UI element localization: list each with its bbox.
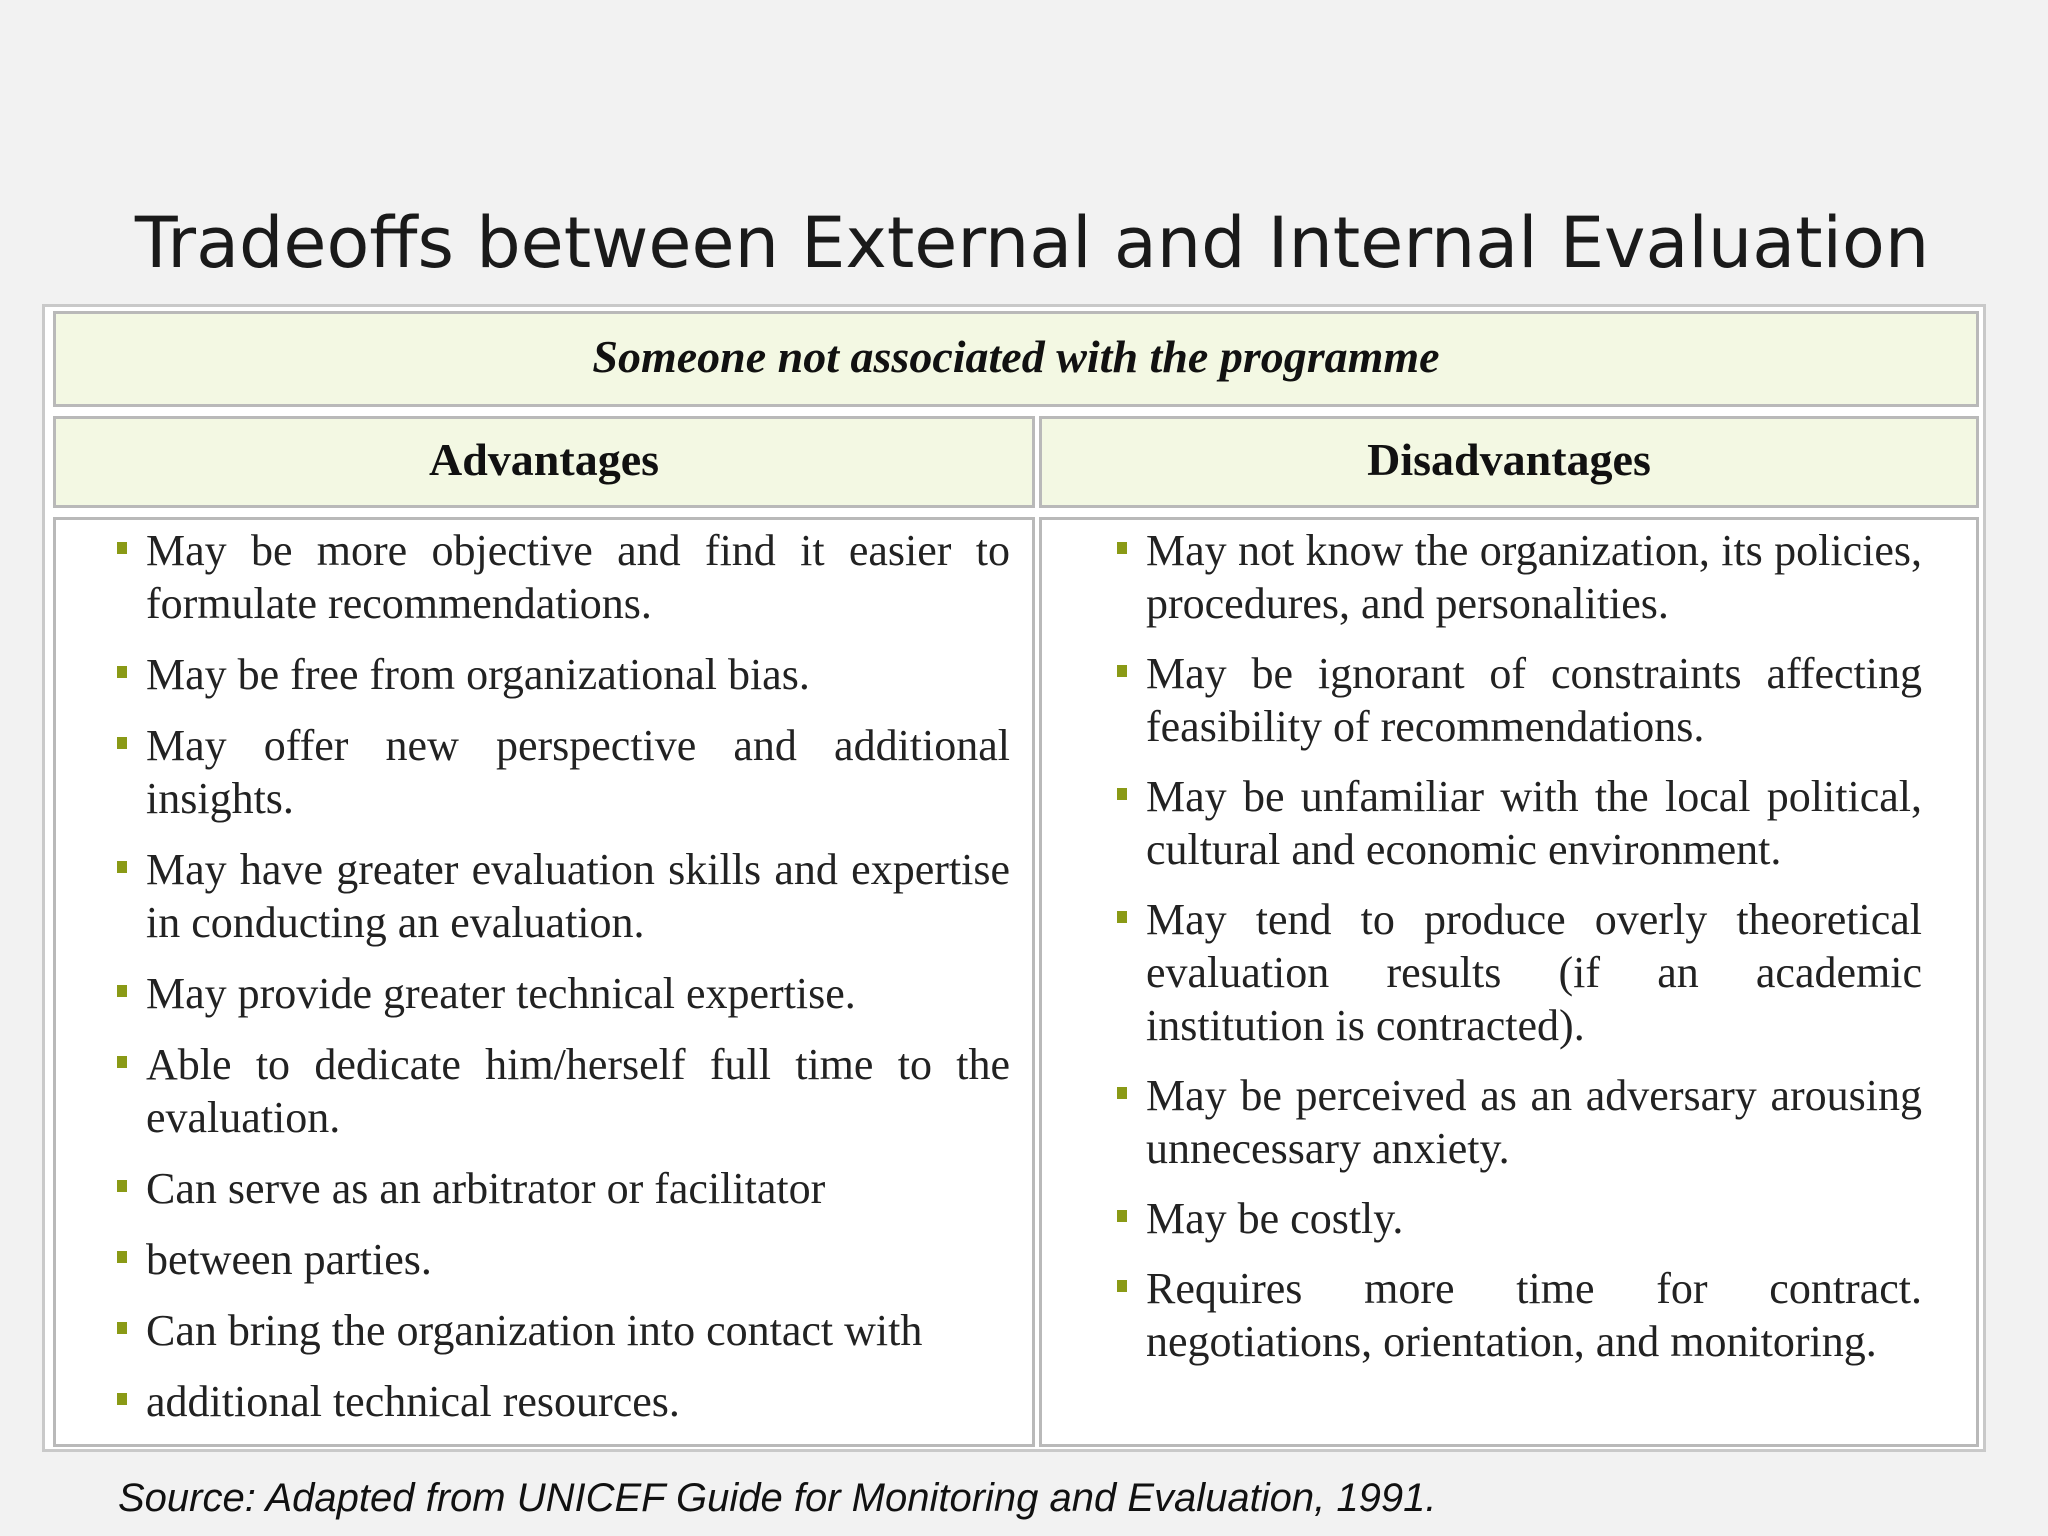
table-top-header: Someone not associated with the programme [53, 311, 1979, 407]
slide-title: Tradeoffs between External and Internal Evaluation [134, 202, 1930, 284]
list-item: May offer new perspective and additional insights. [146, 721, 1010, 823]
advantages-list [146, 524, 1010, 1446]
list-item: May be more objective and find it easier to formulate recommendations. [146, 526, 1010, 628]
advantages-cell [53, 517, 1035, 1447]
list-item: May have greater evaluation skills and expertise in conducting an evaluation. [146, 845, 1010, 947]
list-item: May tend to produce overly theoretical evaluation results (if an academic institution is contracted). [1146, 895, 1922, 1050]
disadvantages-list [1146, 524, 1922, 1385]
advantages-header: Advantages [53, 416, 1035, 508]
list-item: Can serve as an arbitrator or facilitator [146, 1162, 1010, 1215]
list-item: Able to dedicate him/herself full time to the evaluation. [146, 1040, 1010, 1142]
list-item: between parties. [146, 1233, 1010, 1286]
list-item: Can bring the organization into contact with [146, 1304, 1010, 1357]
tradeoffs-table [42, 304, 1986, 1452]
source-citation: Source: Adapted from UNICEF Guide for Monitoring and Evaluation, 1991. [118, 1476, 1437, 1520]
disadvantages-cell [1039, 517, 1979, 1447]
list-item: additional technical resources. [146, 1375, 1010, 1428]
list-item: May be unfamiliar with the local political, cultural and economic environment. [1146, 772, 1922, 874]
list-item: May be ignorant of constraints affecting feasibility of recommendations. [1146, 649, 1922, 751]
list-item: May not know the organization, its policies, procedures, and personalities. [1146, 526, 1922, 628]
list-item: May be costly. [1146, 1192, 1922, 1245]
list-item: May provide greater technical expertise. [146, 967, 1010, 1020]
list-item: May be free from organizational bias. [146, 648, 1010, 701]
list-item: May be perceived as an adversary arousing unnecessary anxiety. [1146, 1071, 1922, 1173]
disadvantages-header: Disadvantages [1039, 416, 1979, 508]
list-item: Requires more time for contract. negotiations, orientation, and monitoring. [1146, 1264, 1922, 1366]
